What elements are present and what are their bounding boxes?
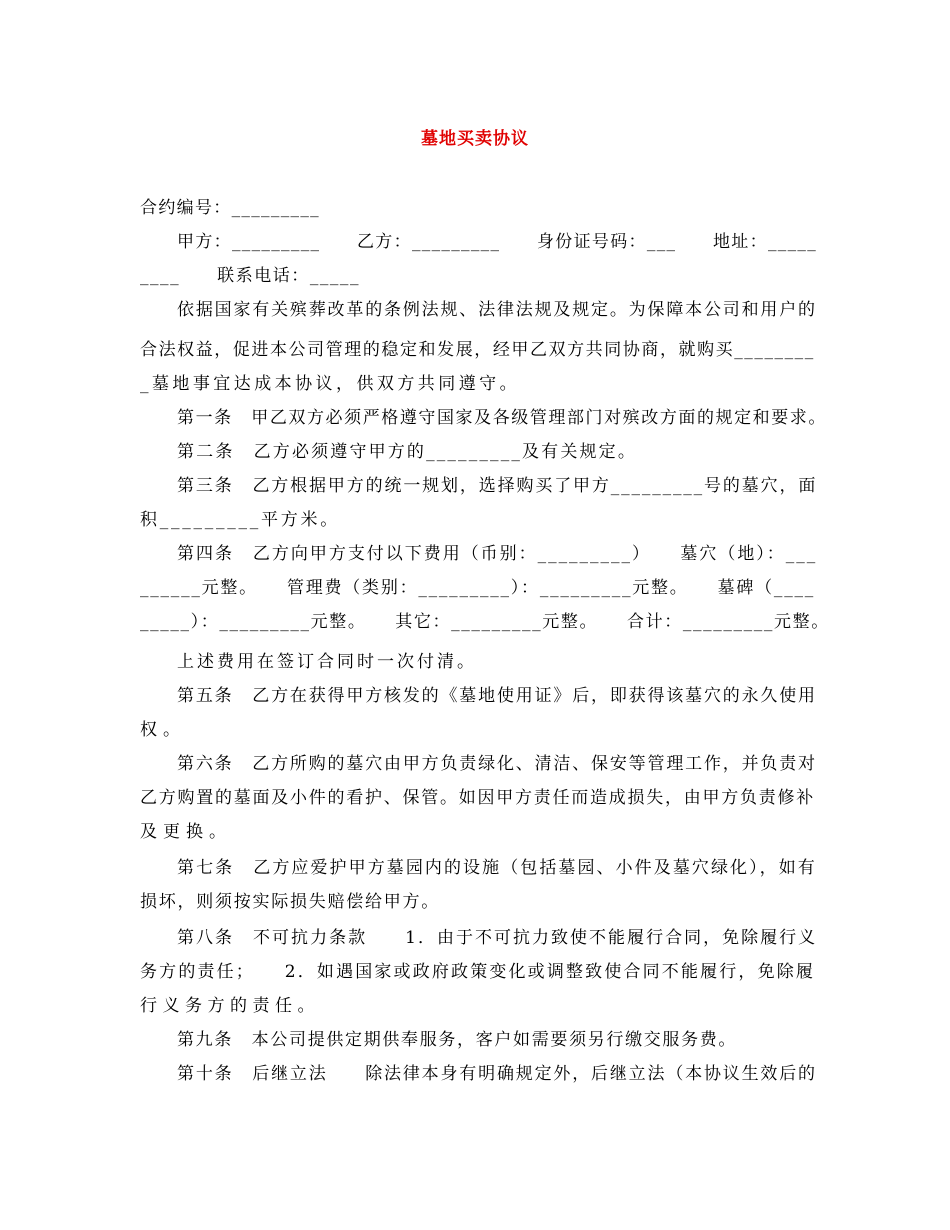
article-1-line: 第一条 甲乙双方必须严格遵守国家及各级管理部门对殡改方面的规定和要求。 [177,408,827,428]
article-6-line-3: 及更换。 [140,822,232,842]
article-9-line: 第九条 本公司提供定期供奉服务，客户如需要须另行缴交服务费。 [177,1030,738,1050]
article-8-line-1: 第八条 不可抗力条款 1．由于不可抗力致使不能履行合同，免除履行义 [177,928,818,948]
article-3-line-1: 第三条 乙方根据甲方的统一规划，选择购买了甲方_________号的墓穴，面 [177,476,818,496]
article-2-line: 第二条 乙方必须遵守甲方的_________及有关规定。 [177,442,637,462]
article-7-line-2: 损坏，则须按实际损失赔偿给甲方。 [140,892,440,912]
preamble-line-2: 合法权益，促进本公司管理的稳定和发展，经甲乙双方共同协商，就购买________ [140,340,815,360]
article-4-line-4: 上述费用在签订合同时一次付清。 [177,652,477,672]
article-10-line: 第十条 后继立法 除法律本身有明确规定外，后继立法（本协议生效后的 [177,1064,817,1084]
phone-line: ____ 联系电话：_____ [140,266,360,286]
article-8-line-2: 务方的责任； 2．如遇国家或政府政策变化或调整致使合同不能履行，免除履 [140,962,816,982]
article-4-line-3: _____）：_________元整。 其它：_________元整。 合计：_________元整。 [140,612,830,632]
article-8-line-3: 行义务方的责任。 [140,996,320,1016]
article-6-line-1: 第六条 乙方所购的墓穴由甲方负责绿化、清洁、保安等管理工作，并负责对 [177,754,817,774]
article-4-line-2: ______元整。 管理费（类别：_________）：_________元整。 墓碑（____ [140,578,815,598]
article-5-line-1: 第五条 乙方在获得甲方核发的《墓地使用证》后，即获得该墓穴的永久使用 [177,686,817,706]
contract-number-line: 合约编号：_________ [140,198,320,218]
document-title: 墓地买卖协议 [421,129,529,149]
preamble-line-1: 依据国家有关殡葬改革的条例法规、法律法规及规定。为保障本公司和用户的 [177,300,817,320]
article-6-line-2: 乙方购置的墓面及小件的看护、保管。如因甲方责任而造成损失，由甲方负责修补 [140,788,815,808]
preamble-line-3: _墓地事宜达成本协议，供双方共同遵守。 [140,374,521,394]
article-4-line-1: 第四条 乙方向甲方支付以下费用（币别：_________） 墓穴（地）：___ [177,544,818,564]
article-3-line-2: 积_________平方米。 [140,510,340,530]
article-5-line-2: 权。 [140,720,186,740]
article-7-line-1: 第七条 乙方应爱护甲方墓园内的设施（包括墓园、小件及墓穴绿化），如有 [177,858,817,878]
parties-line: 甲方：_________ 乙方：_________ 身份证号码：___ 地址：_____ [177,232,818,252]
